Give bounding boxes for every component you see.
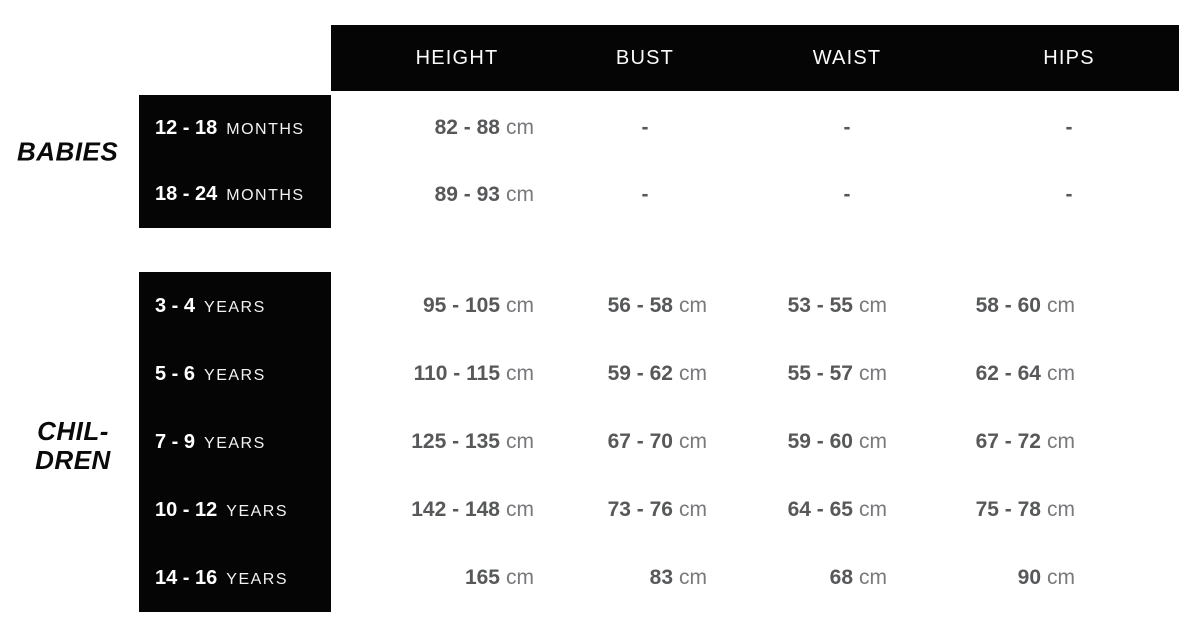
group-title-children-line-2: DREN [35, 445, 111, 475]
values-row-3-4-years [0, 291, 1200, 321]
age-range-label: 12 - 18 [155, 116, 218, 139]
measurement-number: 110 - 115 [413, 362, 500, 385]
waist-empty-dash: - [843, 183, 851, 206]
age-unit-label: YEARS [204, 366, 266, 384]
measurement-number: 62 - 64 [975, 362, 1041, 385]
unit-label: cm [506, 430, 534, 453]
measurement-number: 89 - 93 [434, 183, 500, 206]
values-row-5-6-years [0, 359, 1200, 389]
measurement-number: 125 - 135 [411, 430, 500, 453]
age-unit-label: MONTHS [226, 120, 305, 138]
height-value-cell [334, 113, 534, 143]
bust-empty-dash: - [641, 116, 649, 139]
measurement-number: 75 - 78 [975, 498, 1041, 521]
waist-value-cell [687, 427, 887, 457]
age-range-label: 7 - 9 [155, 430, 196, 453]
height-value-cell [334, 359, 534, 389]
measurement-number: 64 - 65 [787, 498, 853, 521]
unit-label: cm [679, 498, 707, 521]
unit-label: cm [506, 362, 534, 385]
hips-value-cell [875, 495, 1075, 525]
age-range-label: 5 - 6 [155, 362, 196, 385]
hips-value-cell [875, 427, 1075, 457]
values-row-12-18-months [0, 113, 1200, 143]
unit-label: cm [506, 183, 534, 206]
age-range-label: 3 - 4 [155, 294, 196, 317]
measurement-number: 83 [649, 566, 673, 589]
waist-value-cell [687, 359, 887, 389]
waist-value-cell [687, 563, 887, 593]
unit-label: cm [506, 498, 534, 521]
height-value-cell [334, 427, 534, 457]
column-header-height: HEIGHT [415, 47, 499, 69]
group-title-children-line-1: CHIL- [37, 416, 109, 446]
waist-empty-dash: - [843, 116, 851, 139]
height-value-cell [334, 495, 534, 525]
age-range-label: 14 - 16 [155, 566, 218, 589]
hips-value-cell [875, 563, 1075, 593]
hips-empty-dash: - [1065, 183, 1073, 206]
column-header-bust: BUST [615, 47, 675, 69]
unit-label: cm [506, 566, 534, 589]
column-header-hips: HIPS [1043, 47, 1095, 69]
unit-label: cm [1047, 294, 1075, 317]
measurement-number: 82 - 88 [434, 116, 500, 139]
measurement-number: 59 - 62 [607, 362, 673, 385]
values-row-10-12-years [0, 495, 1200, 525]
measurement-number: 58 - 60 [975, 294, 1041, 317]
unit-label: cm [679, 430, 707, 453]
age-range-label: 10 - 12 [155, 498, 218, 521]
unit-label: cm [1047, 498, 1075, 521]
measurement-number: 73 - 76 [607, 498, 673, 521]
waist-value-cell [687, 495, 887, 525]
measurement-number: 67 - 70 [607, 430, 673, 453]
age-unit-label: YEARS [226, 570, 289, 588]
values-row-18-24-months [0, 180, 1200, 210]
unit-label: cm [506, 116, 534, 139]
bust-value-cell [507, 359, 707, 389]
waist-value-cell [687, 291, 887, 321]
bust-value-cell [507, 563, 707, 593]
measurement-number: 53 - 55 [787, 294, 853, 317]
bust-value-cell [507, 427, 707, 457]
bust-value-cell [507, 495, 707, 525]
hips-value-cell [875, 359, 1075, 389]
age-range-label: 18 - 24 [155, 183, 218, 206]
column-header-waist: WAIST [812, 47, 882, 69]
age-unit-label: YEARS [226, 502, 289, 520]
unit-label: cm [1047, 362, 1075, 385]
group-title-babies: BABIES [17, 136, 119, 167]
values-row-14-16-years [0, 563, 1200, 593]
height-value-cell [334, 180, 534, 210]
measurement-number: 90 [1017, 566, 1041, 589]
hips-empty-dash: - [1065, 116, 1073, 139]
age-unit-label: YEARS [204, 434, 266, 452]
bust-value-cell [507, 291, 707, 321]
hips-value-cell [875, 291, 1075, 321]
measurement-number: 165 [464, 566, 500, 589]
height-value-cell [334, 563, 534, 593]
measurement-number: 142 - 148 [411, 498, 500, 521]
unit-label: cm [859, 566, 887, 589]
unit-label: cm [859, 362, 887, 385]
height-value-cell [334, 291, 534, 321]
measurement-number: 55 - 57 [787, 362, 853, 385]
unit-label: cm [679, 362, 707, 385]
unit-label: cm [679, 294, 707, 317]
table-header-bar [331, 25, 1179, 91]
age-unit-label: YEARS [204, 298, 266, 316]
measurement-number: 56 - 58 [607, 294, 673, 317]
unit-label: cm [1047, 430, 1075, 453]
bust-empty-dash: - [641, 183, 649, 206]
unit-label: cm [506, 294, 534, 317]
unit-label: cm [1047, 566, 1075, 589]
measurement-number: 95 - 105 [422, 294, 500, 317]
measurement-number: 68 [829, 566, 853, 589]
unit-label: cm [859, 294, 887, 317]
unit-label: cm [859, 498, 887, 521]
unit-label: cm [859, 430, 887, 453]
unit-label: cm [679, 566, 707, 589]
age-unit-label: MONTHS [226, 187, 305, 205]
measurement-number: 67 - 72 [975, 430, 1041, 453]
values-row-7-9-years [0, 427, 1200, 457]
measurement-number: 59 - 60 [787, 430, 853, 453]
